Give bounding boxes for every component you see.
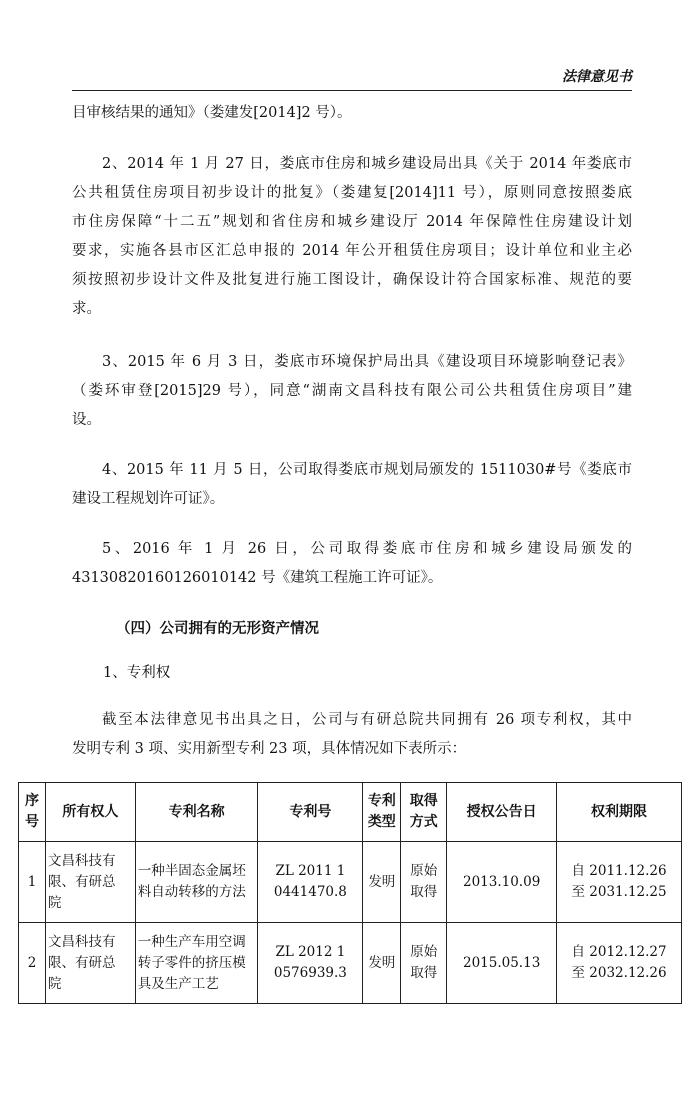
cell-owner: 文昌科技有 限、有研总 院 <box>45 842 135 923</box>
cell-term: 自 2012.12.27 至 2032.12.26 <box>557 923 682 1004</box>
cell-no: 2 <box>19 923 46 1004</box>
text-line: 目审核结果的通知》（娄建发[2014]2 号）。 <box>72 105 352 121</box>
section-heading: （四）公司拥有的无形资产情况 <box>116 621 319 637</box>
header-title: 法律意见书 <box>562 69 632 85</box>
paragraph-continuation <box>72 99 632 128</box>
cell-method: 原始 取得 <box>401 923 447 1004</box>
cell-no: 1 <box>19 842 46 923</box>
cell-term: 自 2011.12.26 至 2031.12.25 <box>557 842 682 923</box>
table-intro <box>72 706 632 764</box>
text-line: 市住房保障“十二五”规划和省住房和城乡建设厅 2014 年保障性住房建设计划 <box>72 214 632 230</box>
col-header-term: 权利期限 <box>557 783 682 842</box>
col-header-number: 专利号 <box>258 783 363 842</box>
cell-date: 2013.10.09 <box>447 842 557 923</box>
text-line: 设。 <box>72 412 101 428</box>
col-header-owner: 所有权人 <box>45 783 135 842</box>
cell-type: 发明 <box>363 842 401 923</box>
paragraph-item-2 <box>72 150 632 324</box>
cell-number: ZL 2011 1 0441470.8 <box>258 842 363 923</box>
table-row <box>19 923 682 1004</box>
text-line: 求。 <box>72 301 101 317</box>
table-header-row <box>19 783 682 842</box>
page-header <box>72 66 632 91</box>
text-line: 4、2015 年 11 月 5 日，公司取得娄底市规划局颁发的 1511030#号《娄底市 <box>102 462 632 478</box>
col-header-no: 序 号 <box>19 783 46 842</box>
text-line: （娄环审登[2015]29 号），同意“湖南文昌科技有限公司公共租赁住房项目”建 <box>72 383 632 399</box>
text-line: 发明专利 3 项、实用新型专利 23 项，具体情况如下表所示： <box>72 741 467 757</box>
cell-method: 原始 取得 <box>401 842 447 923</box>
text-line: 须按照初步设计文件及批复进行施工图设计，确保设计符合国家标准、规范的要 <box>72 272 632 288</box>
cell-type: 发明 <box>363 923 401 1004</box>
text-line: 43130820160126010142 号《建筑工程施工许可证》。 <box>72 570 443 586</box>
patent-table <box>18 782 682 1004</box>
text-line: 3、2015 年 6 月 3 日，娄底市环境保护局出具《建设项目环境影响登记表》 <box>102 354 632 370</box>
col-header-name: 专利名称 <box>135 783 258 842</box>
cell-number: ZL 2012 1 0576939.3 <box>258 923 363 1004</box>
cell-date: 2015.05.13 <box>447 923 557 1004</box>
cell-owner: 文昌科技有 限、有研总 院 <box>45 923 135 1004</box>
paragraph-item-3 <box>72 348 632 435</box>
text-line: 2、2014 年 1 月 27 日，娄底市住房和城乡建设局出具《关于 2014 年娄底市 <box>102 156 632 172</box>
table-row <box>19 842 682 923</box>
subsection-heading: 1、专利权 <box>103 665 171 681</box>
col-header-date: 授权公告日 <box>447 783 557 842</box>
text-line: 建设工程规划许可证》。 <box>72 491 225 507</box>
text-line: 5、2016 年 1 月 26 日，公司取得娄底市住房和城乡建设局颁发的 <box>102 541 632 557</box>
text-line: 要求，实施各县市区汇总申报的 2014 年公开租赁住房项目；设计单位和业主必 <box>72 243 632 259</box>
col-header-method: 取得 方式 <box>401 783 447 842</box>
text-line: 公共租赁住房项目初步设计的批复》（娄建复[2014]11 号），原则同意按照娄底 <box>72 185 632 201</box>
cell-name: 一种半固态金属坯 料自动转移的方法 <box>135 842 258 923</box>
text-line: 截至本法律意见书出具之日，公司与有研总院共同拥有 26 项专利权，其中 <box>102 712 632 728</box>
col-header-type: 专利 类型 <box>363 783 401 842</box>
cell-name: 一种生产车用空调 转子零件的挤压模 具及生产工艺 <box>135 923 258 1004</box>
paragraph-item-5 <box>72 535 632 593</box>
paragraph-item-4 <box>72 456 632 514</box>
